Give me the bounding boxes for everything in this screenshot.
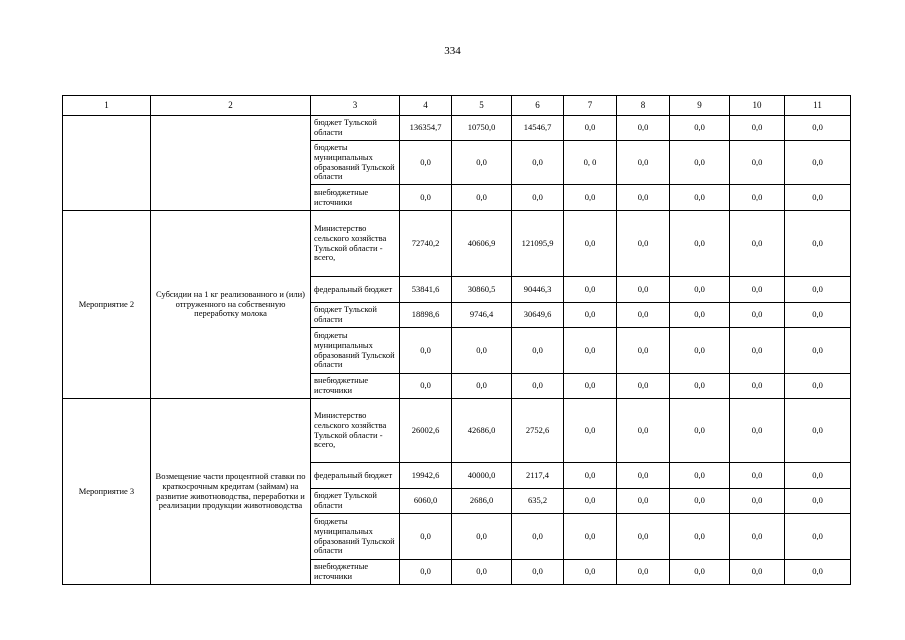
- value-cell: 0, 0: [564, 141, 617, 185]
- event-cell: [63, 116, 151, 211]
- value-cell: 0,0: [785, 303, 851, 328]
- value-cell: 0,0: [730, 303, 785, 328]
- funding-source-cell: внебюджетные источники: [311, 374, 400, 399]
- value-cell: 635,2: [512, 489, 564, 514]
- value-cell: 0,0: [512, 328, 564, 374]
- value-cell: 0,0: [670, 560, 730, 585]
- value-cell: 0,0: [785, 328, 851, 374]
- value-cell: 0,0: [617, 277, 670, 303]
- value-cell: 0,0: [564, 489, 617, 514]
- description-cell: [151, 116, 311, 211]
- funding-source-cell: Министерство сельского хозяйства Тульской области - всего,: [311, 211, 400, 277]
- value-cell: 0,0: [670, 374, 730, 399]
- value-cell: 0,0: [730, 185, 785, 211]
- value-cell: 0,0: [785, 399, 851, 463]
- value-cell: 0,0: [564, 303, 617, 328]
- description-cell: Возмещение части процентной ставки по краткосрочным кредитам (займам) на развитие животноводства, переработки и реализации продукции животноводства: [151, 399, 311, 585]
- budget-table: [62, 95, 851, 585]
- value-cell: 0,0: [730, 489, 785, 514]
- page-number: 334: [444, 45, 461, 57]
- value-cell: 0,0: [617, 116, 670, 141]
- value-cell: 30860,5: [452, 277, 512, 303]
- value-cell: 2686,0: [452, 489, 512, 514]
- column-header: 7: [564, 96, 617, 116]
- value-cell: 0,0: [785, 514, 851, 560]
- value-cell: 0,0: [670, 399, 730, 463]
- funding-source-cell: бюджеты муниципальных образований Тульской области: [311, 514, 400, 560]
- value-cell: 0,0: [564, 277, 617, 303]
- value-cell: 0,0: [730, 560, 785, 585]
- value-cell: 0,0: [617, 399, 670, 463]
- event-cell: Мероприятие 3: [63, 399, 151, 585]
- value-cell: 0,0: [730, 374, 785, 399]
- value-cell: 0,0: [730, 116, 785, 141]
- funding-source-cell: бюджеты муниципальных образований Тульской области: [311, 328, 400, 374]
- value-cell: 0,0: [785, 489, 851, 514]
- funding-source-cell: бюджет Тульской области: [311, 116, 400, 141]
- value-cell: 40000,0: [452, 463, 512, 489]
- value-cell: 0,0: [617, 303, 670, 328]
- funding-source-cell: бюджет Тульской области: [311, 303, 400, 328]
- column-header: 5: [452, 96, 512, 116]
- value-cell: 53841,6: [400, 277, 452, 303]
- funding-source-cell: бюджет Тульской области: [311, 489, 400, 514]
- value-cell: 0,0: [670, 116, 730, 141]
- column-header: 3: [311, 96, 400, 116]
- value-cell: 0,0: [452, 141, 512, 185]
- value-cell: 18898,6: [400, 303, 452, 328]
- value-cell: 0,0: [564, 185, 617, 211]
- table-row: [63, 211, 851, 277]
- value-cell: 0,0: [617, 328, 670, 374]
- value-cell: 0,0: [785, 116, 851, 141]
- column-header: 11: [785, 96, 851, 116]
- value-cell: 30649,6: [512, 303, 564, 328]
- value-cell: 6060,0: [400, 489, 452, 514]
- value-cell: 90446,3: [512, 277, 564, 303]
- column-header: 1: [63, 96, 151, 116]
- value-cell: 0,0: [730, 328, 785, 374]
- value-cell: 0,0: [617, 374, 670, 399]
- value-cell: 0,0: [400, 514, 452, 560]
- value-cell: 72740,2: [400, 211, 452, 277]
- value-cell: 0,0: [730, 514, 785, 560]
- value-cell: 0,0: [452, 514, 512, 560]
- description-cell: Субсидии на 1 кг реализованного и (или) отгруженного на собственную переработку молока: [151, 211, 311, 399]
- value-cell: 0,0: [564, 328, 617, 374]
- column-header: 4: [400, 96, 452, 116]
- value-cell: 0,0: [670, 328, 730, 374]
- value-cell: 0,0: [564, 463, 617, 489]
- value-cell: 0,0: [617, 141, 670, 185]
- value-cell: 0,0: [512, 560, 564, 585]
- value-cell: 0,0: [670, 141, 730, 185]
- value-cell: 0,0: [670, 303, 730, 328]
- value-cell: 0,0: [785, 374, 851, 399]
- value-cell: 2117,4: [512, 463, 564, 489]
- value-cell: 10750,0: [452, 116, 512, 141]
- value-cell: 0,0: [730, 141, 785, 185]
- value-cell: 0,0: [670, 514, 730, 560]
- value-cell: 0,0: [512, 514, 564, 560]
- column-header: 9: [670, 96, 730, 116]
- value-cell: 0,0: [670, 185, 730, 211]
- value-cell: 26002,6: [400, 399, 452, 463]
- value-cell: 0,0: [512, 374, 564, 399]
- value-cell: 0,0: [400, 328, 452, 374]
- value-cell: 0,0: [730, 463, 785, 489]
- value-cell: 0,0: [730, 399, 785, 463]
- value-cell: 40606,9: [452, 211, 512, 277]
- value-cell: 0,0: [564, 116, 617, 141]
- value-cell: 0,0: [400, 185, 452, 211]
- value-cell: 0,0: [400, 141, 452, 185]
- value-cell: 0,0: [512, 185, 564, 211]
- value-cell: 0,0: [785, 277, 851, 303]
- value-cell: 0,0: [617, 514, 670, 560]
- value-cell: 0,0: [400, 374, 452, 399]
- table-row: [63, 116, 851, 141]
- funding-source-cell: Министерство сельского хозяйства Тульской области - всего,: [311, 399, 400, 463]
- value-cell: 14546,7: [512, 116, 564, 141]
- column-header: 10: [730, 96, 785, 116]
- value-cell: 0,0: [452, 185, 512, 211]
- value-cell: 0,0: [785, 463, 851, 489]
- value-cell: 0,0: [617, 560, 670, 585]
- value-cell: 0,0: [785, 560, 851, 585]
- table-row: [63, 399, 851, 463]
- value-cell: 0,0: [564, 399, 617, 463]
- column-header: 8: [617, 96, 670, 116]
- value-cell: 0,0: [452, 374, 512, 399]
- funding-source-cell: внебюджетные источники: [311, 560, 400, 585]
- funding-source-cell: федеральный бюджет: [311, 277, 400, 303]
- value-cell: 0,0: [452, 328, 512, 374]
- value-cell: 0,0: [670, 489, 730, 514]
- value-cell: 136354,7: [400, 116, 452, 141]
- value-cell: 0,0: [564, 374, 617, 399]
- column-header: 2: [151, 96, 311, 116]
- column-header: 6: [512, 96, 564, 116]
- value-cell: 0,0: [670, 277, 730, 303]
- value-cell: 0,0: [617, 489, 670, 514]
- funding-source-cell: бюджеты муниципальных образований Тульской области: [311, 141, 400, 185]
- value-cell: 0,0: [512, 141, 564, 185]
- value-cell: 0,0: [564, 560, 617, 585]
- header-row: [63, 96, 851, 116]
- value-cell: 0,0: [400, 560, 452, 585]
- value-cell: 9746,4: [452, 303, 512, 328]
- value-cell: 0,0: [617, 211, 670, 277]
- value-cell: 0,0: [730, 211, 785, 277]
- value-cell: 0,0: [564, 211, 617, 277]
- event-cell: Мероприятие 2: [63, 211, 151, 399]
- value-cell: 0,0: [670, 463, 730, 489]
- value-cell: 0,0: [730, 277, 785, 303]
- value-cell: 0,0: [617, 463, 670, 489]
- value-cell: 0,0: [785, 211, 851, 277]
- value-cell: 121095,9: [512, 211, 564, 277]
- funding-source-cell: федеральный бюджет: [311, 463, 400, 489]
- value-cell: 0,0: [452, 560, 512, 585]
- value-cell: 0,0: [564, 514, 617, 560]
- value-cell: 0,0: [670, 211, 730, 277]
- value-cell: 19942,6: [400, 463, 452, 489]
- funding-source-cell: внебюджетные источники: [311, 185, 400, 211]
- value-cell: 0,0: [617, 185, 670, 211]
- value-cell: 0,0: [785, 141, 851, 185]
- value-cell: 42686,0: [452, 399, 512, 463]
- value-cell: 2752,6: [512, 399, 564, 463]
- value-cell: 0,0: [785, 185, 851, 211]
